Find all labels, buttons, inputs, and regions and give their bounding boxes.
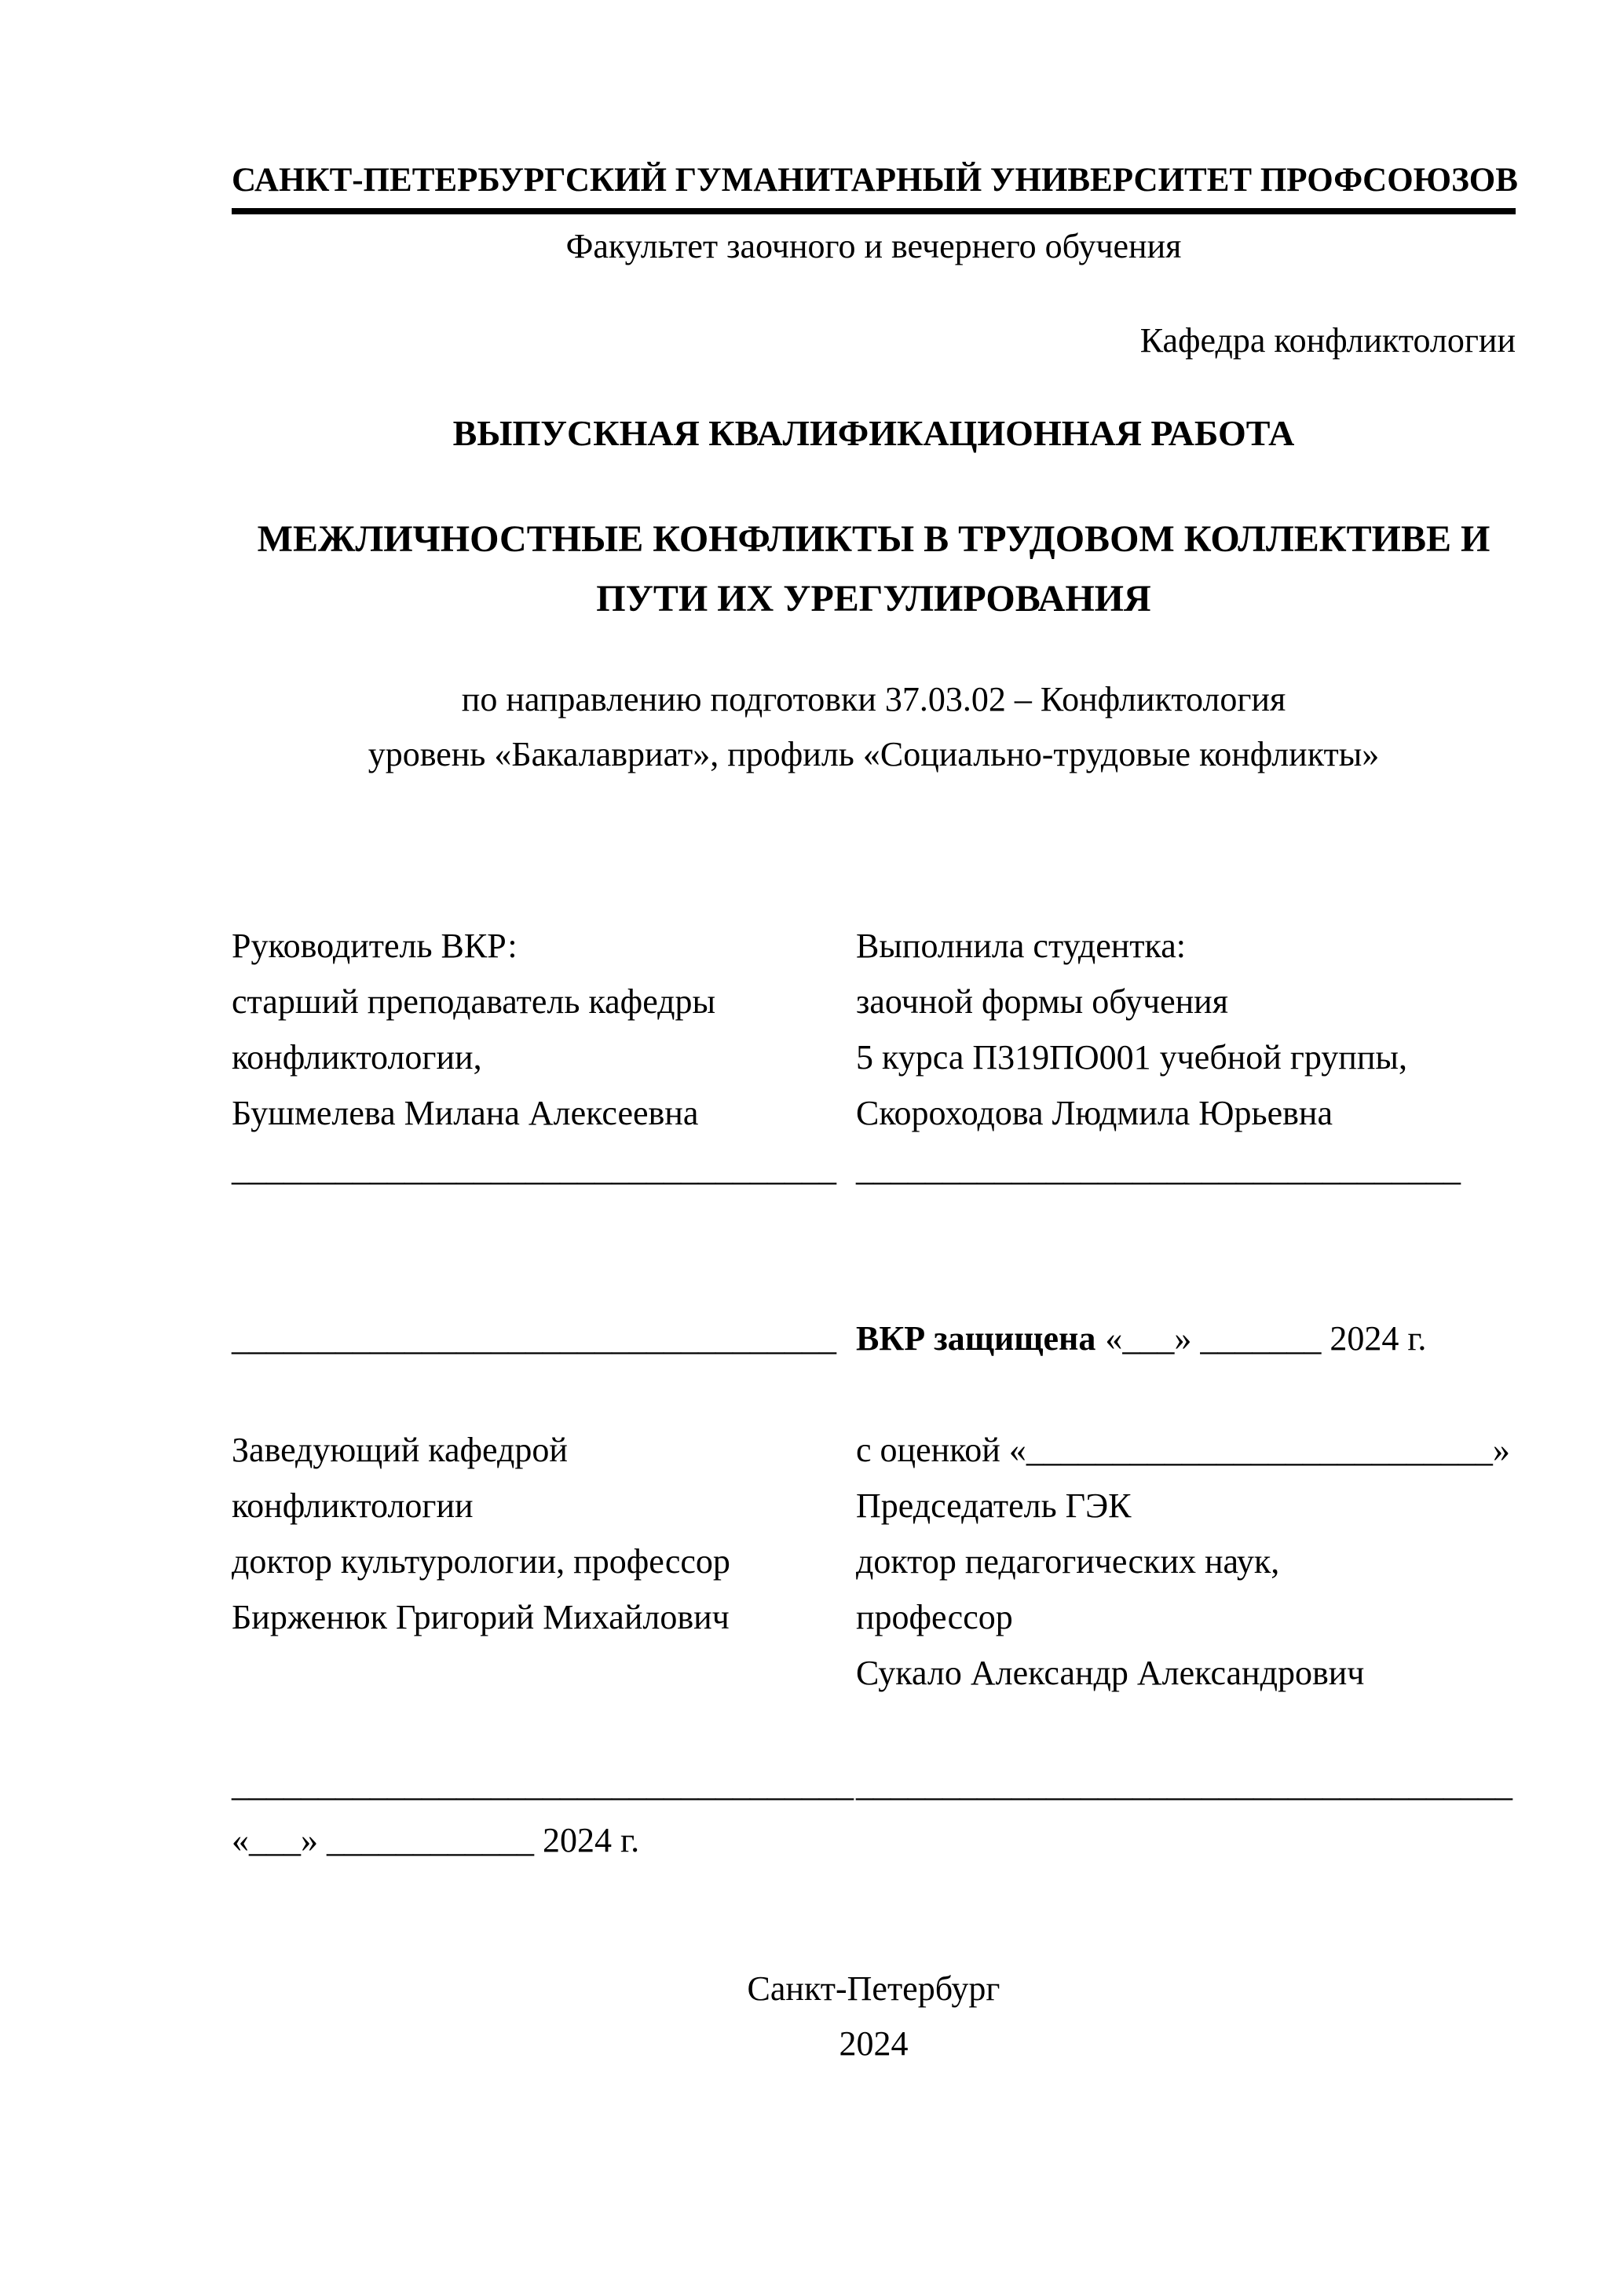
chair-rank: профессор <box>856 1598 1013 1636</box>
page-content <box>232 0 1516 2071</box>
year: 2024 <box>839 2024 909 2063</box>
approval-block <box>232 1311 1516 1868</box>
head-date-blank: «___» ____________ 2024 г. <box>232 1821 640 1859</box>
chair-degree: доктор педагогических наук, <box>856 1542 1280 1581</box>
thesis-title <box>232 510 1516 629</box>
spacer <box>232 1645 832 1757</box>
thesis-title-line2: ПУТИ ИХ УРЕГУЛИРОВАНИЯ <box>596 578 1151 620</box>
student-signature-line: ___________________________________ <box>856 1150 1461 1188</box>
supervisor-position-line2: конфликтологии, <box>232 1038 482 1077</box>
student-label: Выполнила студентка: <box>856 927 1186 965</box>
defense-status-row <box>856 1311 1516 1366</box>
head-degree: доктор культурологии, профессор <box>232 1542 730 1581</box>
spacer <box>856 1701 1516 1757</box>
department-head-block <box>232 1311 854 1868</box>
spacer <box>856 1366 1516 1422</box>
student-group: 5 курса П319ПО001 учебной группы, <box>856 1038 1407 1077</box>
university-name: САНКТ-ПЕТЕРБУРГСКИЙ ГУМАНИТАРНЫЙ УНИВЕРСИТЕТ ПРОФСОЮЗОВ <box>232 161 1516 214</box>
supervisor-label: Руководитель ВКР: <box>232 927 518 965</box>
program-level: уровень «Бакалавриат», профиль «Социально-трудовые конфликты» <box>368 735 1380 773</box>
program-info <box>232 672 1516 782</box>
head-title-line1: Заведующий кафедрой <box>232 1431 568 1469</box>
department-name: Кафедра конфликтологии <box>1139 321 1516 360</box>
head-name: Бирженюк Григорий Михайлович <box>232 1598 730 1636</box>
head-signature-line-bottom: ____________________________________ <box>232 1765 854 1804</box>
supervisor-signature-line: ___________________________________ <box>232 1150 836 1188</box>
student-name: Скороходова Людмила Юрьевна <box>856 1094 1333 1132</box>
thesis-title-line1: МЕЖЛИЧНОСТНЫЕ КОНФЛИКТЫ В ТРУДОВОМ КОЛЛЕКТИВЕ И <box>257 518 1490 560</box>
student-block <box>856 918 1516 1197</box>
supervisor-block <box>232 918 836 1197</box>
head-title-line2: конфликтологии <box>232 1486 474 1525</box>
faculty-name: Факультет заочного и вечернего обучения <box>565 227 1182 265</box>
people-block <box>232 918 1516 1197</box>
supervisor-position-line1: старший преподаватель кафедры <box>232 982 716 1021</box>
chair-name: Сукало Александр Александрович <box>856 1654 1365 1692</box>
work-type-heading: ВЫПУСКНАЯ КВАЛИФИКАЦИОННАЯ РАБОТА <box>452 413 1295 453</box>
defense-date-blank: «___» _______ 2024 г. <box>1105 1319 1427 1358</box>
program-direction: по направлению подготовки 37.03.02 – Конфликтология <box>461 680 1286 718</box>
defense-block <box>856 1311 1516 1868</box>
defense-status-label: ВКР защищена <box>856 1319 1096 1358</box>
spacer <box>232 1366 832 1422</box>
defense-grade-blank: с оценкой «___________________________» <box>856 1431 1510 1469</box>
supervisor-name: Бушмелева Милана Алексеевна <box>232 1094 699 1132</box>
head-signature-line-top: ___________________________________ <box>232 1319 836 1358</box>
chair-label: Председатель ГЭК <box>856 1486 1132 1525</box>
chair-signature-line: ______________________________________ <box>856 1765 1512 1804</box>
city-name: Санкт-Петербург <box>747 1969 1000 2008</box>
student-study-mode: заочной формы обучения <box>856 982 1228 1021</box>
